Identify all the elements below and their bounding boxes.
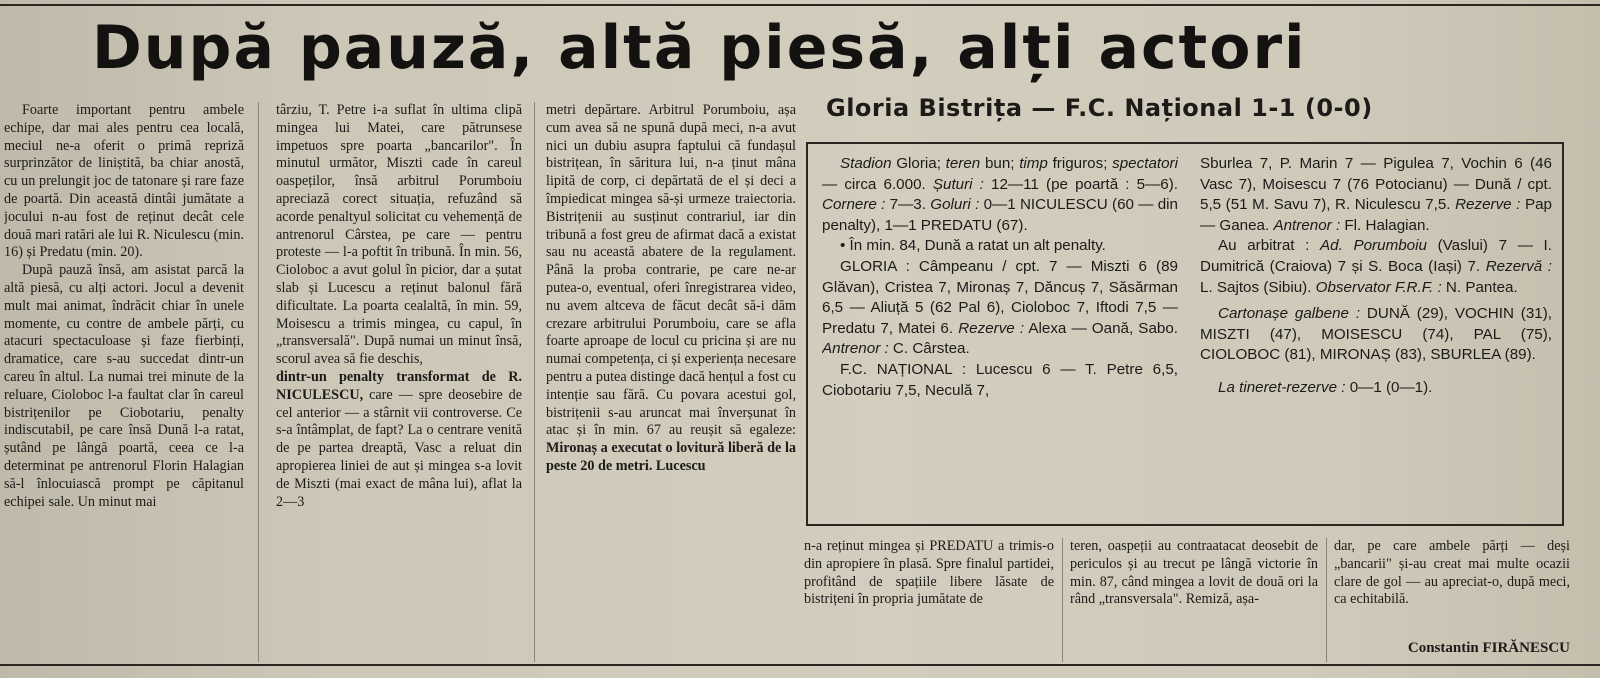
- bottom-rule: [0, 664, 1600, 666]
- national-lineup-end: Sburlea 7, P. Marin 7 — Pigulea 7, Vochin 6 (46 Vasc 7), Moisescu 7 (76 Potocianu) — Dună / cpt. 5,5 (51 M. Savu 7), R. Niculescu 7,5.: [1200, 155, 1552, 214]
- yellow-cards-label: Cartonașe galbene :: [1218, 305, 1361, 323]
- column-divider: [1326, 538, 1327, 662]
- article-continuation-1: [804, 538, 1054, 662]
- gloria-reserves: Alexa — Oană, Sabo.: [1024, 319, 1178, 337]
- article-text: n-a reținut mingea și PREDATU a trimis-o din apropiere în plasă. Spre finalul partidei, profitând de spațiile libere lăsate de bistrițeni în propria jumătate de: [804, 538, 1054, 608]
- stadium-label: Stadion: [840, 155, 892, 172]
- national-reserves-label: Rezerve :: [1455, 196, 1521, 214]
- main-referee: Ad. Porumboiu: [1320, 237, 1427, 255]
- national-coach: Fl. Halagian.: [1340, 216, 1430, 234]
- national-reserves: Pap — Ganea.: [1200, 196, 1552, 234]
- field-label: teren: [945, 155, 981, 172]
- gloria-reserves-label: Rezerve :: [958, 319, 1025, 337]
- article-column-3: [546, 102, 796, 662]
- shots-value: 12—11 (pe poartă : 5—6).: [983, 175, 1178, 193]
- youth-result: 0—1 (0—1).: [1345, 378, 1433, 396]
- match-score-line: Gloria Bistrița — F.C. Național 1-1 (0-0): [826, 94, 1373, 122]
- match-details-column-2: [1200, 154, 1552, 520]
- yellow-cards: DUNĂ (29), VOCHIN (31), MISZTI (47), MOISESCU (74), PAL (75), CIOLOBOC (81), MIRONAȘ (83), SBURLEA (89).: [1200, 305, 1552, 364]
- youth-result-label: La tineret-rezerve :: [1218, 378, 1346, 396]
- weather-label: timp: [1019, 155, 1048, 172]
- gloria-coach-label: Antrenor :: [822, 340, 889, 358]
- article-text: teren, oaspeții au contraatacat deosebit de periculos și au trecut pe lângă victorie în min. 87, când mingea a lovit de două ori la rând „transversala". Remiză, așa-: [1070, 538, 1318, 608]
- spectators-label: spectatori: [1112, 155, 1178, 172]
- weather-value: friguros;: [1047, 155, 1113, 172]
- corners-label: Cornere :: [822, 196, 886, 214]
- author-signature: Constantin FIRĂNESCU: [1407, 640, 1570, 656]
- stadium-value: Gloria;: [891, 155, 946, 172]
- corners-value: 7—3.: [885, 196, 926, 214]
- observer: N. Pantea.: [1441, 278, 1518, 296]
- match-details-column-1: [822, 154, 1178, 520]
- headline: După pauză, altă piesă, alți actori: [92, 13, 1307, 83]
- article-continuation-2: [1070, 538, 1318, 662]
- observer-label: Observator F.R.F. :: [1315, 278, 1442, 296]
- article-paragraph: După pauză însă, am asistat parcă la altă piesă, cu alți actori. Jocul a devenit mult mai animat, îndrăcit chiar în unele momente, cu contre de ambele părți, cu atacuri spectaculoase și faze fierbinți, dramatice, care s-au succedat dintr-un careu în altul. La numai trei minute de la reluare, Cioloboc l-a faultat clar în careul bistrițenilor pe Ciobotariu, penalty indiscutabil, pe care însă Dună l-a ratat, șutând pe lângă poartă, ceea ce l-a determinat pe antrenorul Florin Halagian să-l înlocuiască prompt pe căpitanul echipei sale. Un minut mai: [4, 262, 244, 510]
- article-paragraph: târziu, T. Petre i-a suflat în ultima clipă mingea lui Matei, care pătrunsese impetuos spre poarta „bancarilor". În minutul următor, Miszti cade în careul oaspeților, însă arbitrul Porumboiu apreciază corect situația, refuzând să acorde penaltyul solicitat cu vehemență de antrenorul Cârstea, pe care — pentru proteste — l-a poftit în tribună. În min. 56, Cioloboc a avut golul în picior, dar a șutat slab și Lucescu a reținut balonul fără dificultate. La poarta cealaltă, în min. 59, Moisescu a trimis mingea, cu capul, în „transversală". După numai un minut însă, scorul avea să fie deschis,: [276, 102, 522, 368]
- article-column-2: [276, 102, 522, 662]
- column-divider: [534, 102, 535, 662]
- goals-label: Goluri :: [930, 196, 980, 214]
- article-text: metri depărtare. Arbitrul Porumboiu, așa cum avea să ne spună după meci, n-a avut nici un dubiu asupra faptului că fundașul bistrițean, în săritura lui, n-a ținut mâna lipită de corp, ci depărtată de el și deci a împiedicat mingea să-și urmeze traiectoria. Bistrițenii au susținut contrariul, iar din tribună a fost greu de afirmat dacă a existat sau nu această abatere de la regulament. Până la proba contrarie, pe care ne-ar putea-o, eventual, oferi înregistrarea video, nu avem altceva de făcut decât să-i dăm crezare arbitrului Porumboiu, care se afla foarte aproape de locul cu pricina și are nu numai competența, ci și experiența necesare pentru a putea distinge dacă hențul a fost cu intenție sau fără. Cu povara acestui gol, bistrițenii s-au aruncat mai înverșunat în atac și în min. 67 au reușit să egaleze:: [546, 102, 796, 439]
- reserve-referee: L. Sajtos (Sibiu).: [1200, 278, 1316, 296]
- field-value: bun;: [980, 155, 1020, 172]
- shots-label: Șuturi :: [932, 175, 984, 193]
- bold-phrase: dintr-un penalty transformat de R. NICULESCU,: [276, 368, 522, 403]
- referees-intro: Au arbitrat :: [1218, 237, 1321, 255]
- article-column-1: [4, 102, 244, 662]
- article-text: dar, pe care ambele părți — deși „bancarii" și-au creat mai multe ocazii clare de gol — au apreciat-o, după meci, ca echitabilă.: [1334, 538, 1570, 608]
- national-lineup-start: F.C. NAȚIONAL : Lucescu 6 — T. Petre 6,5, Ciobotariu 7,5, Neculă 7,: [822, 360, 1178, 399]
- reserve-referee-label: Rezervă :: [1485, 257, 1552, 275]
- top-rule: [0, 4, 1600, 6]
- national-coach-label: Antrenor :: [1273, 216, 1341, 234]
- gloria-lineup: GLORIA : Câmpeanu / cpt. 7 — Miszti 6 (89 Glăvan), Cristea 7, Mironaș 7, Dăncuș 7, Săsărman 6,5 — Aliuță 5 (62 Pal 6), Cioloboc 7, Iftodi 7,5 — Predatu 7, Matei 6.: [822, 257, 1178, 337]
- article-paragraph: Foarte important pentru ambele echipe, dar mai ales pentru cea locală, meciul ne-a oferit o primă repriză surprinzător de liniștită, ba chiar anostă, cu un prelungit joc de tatonare și rare faze de poartă. Din această dintâi jumătate a jocului n-au fost de reținut decât cele două mari ratări ale lui R. Niculescu (min. 16) și Predatu (min. 20).: [4, 102, 244, 261]
- column-divider: [258, 102, 259, 662]
- spectators-value: — circa 6.000.: [822, 175, 926, 193]
- assistant-referees: (Vaslui) 7 — I. Dumitrică (Craiova) 7 și S. Boca (Iași) 7.: [1200, 237, 1552, 275]
- column-divider: [1062, 538, 1063, 662]
- missed-penalty-note: • În min. 84, Dună a ratat un alt penalty.: [840, 237, 1106, 255]
- gloria-coach: C. Cârstea.: [888, 340, 970, 358]
- bold-phrase: Mironaș a executat o lovitură liberă de la peste 20 de metri. Lucescu: [546, 440, 796, 474]
- goals-value: 0—1 NICULESCU (60 — din penalty), 1—1 PREDATU (67).: [822, 196, 1178, 234]
- article-text: care — spre deosebire de cel anterior — a stârnit vii controverse. Ce s-a întâmplat, de fapt? La o centrare venită de pe partea dreaptă, Vasc a reluat din apropierea liniei de aut și mingea s-a lovit de Miszti (mai exact de mâna lui), aflat la 2—3: [276, 386, 522, 510]
